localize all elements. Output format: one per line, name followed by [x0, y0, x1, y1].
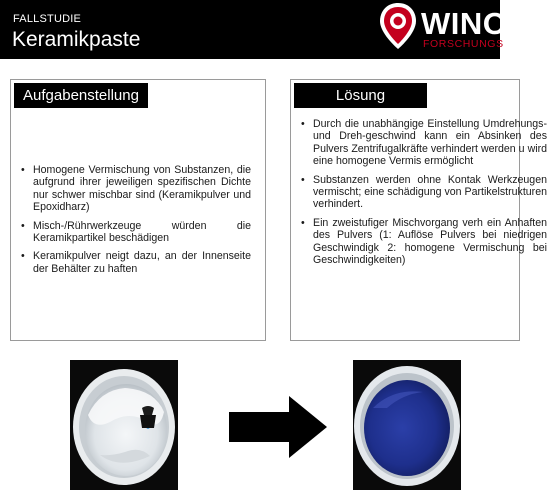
solution-list [299, 118, 547, 272]
brand-tagline: FORSCHUNGS [423, 38, 504, 50]
task-item: • Misch-/Rührwerkzeuge würden die Keramikpartikel beschädigen [19, 220, 251, 245]
task-panel [10, 79, 266, 341]
solution-item: • Ein zweistufiger Mischvorgang verh ein Anhaften des Pulvers (1: Auflöse Pulvers bei niedrigen Geschwindigk 2: homogene Vermischung bei Geschwindigkeiten) [299, 217, 547, 267]
page-title: Keramikpaste [12, 28, 141, 51]
solution-item: • Durch die unabhängige Einstellung Umdrehungs- und Dreh-geschwind kann ein Absinken des Pulvers Zentrifugalkräfte verhindert werden u wird eine homogene Vermis ermöglicht [299, 118, 547, 168]
brand-location-pin-icon [378, 2, 418, 50]
after-photo [353, 360, 461, 490]
right-arrow-icon [229, 396, 327, 458]
brand-wordmark: WINOI [421, 6, 517, 41]
solution-item: • Substanzen werden ohne Kontak Werkzeugen vermischt; eine schädigung von Partikelstrukturen verhindert. [299, 174, 547, 211]
task-list [19, 164, 251, 281]
case-study-label: FALLSTUDIE [13, 13, 82, 25]
header-bar [0, 0, 517, 59]
task-item: • Homogene Vermischung von Substanzen, die aufgrund ihrer jeweiligen spezifischen Dichte nur schwer mischbar sind (Keramikpulver und Epoxidharz) [19, 164, 251, 214]
solution-panel-title: Lösung [294, 83, 427, 108]
solution-panel [290, 79, 547, 341]
before-photo [70, 360, 178, 490]
task-item: • Keramikpulver neigt dazu, an der Innenseite der Behälter zu haften [19, 250, 251, 275]
task-panel-title: Aufgabenstellung [14, 83, 148, 108]
